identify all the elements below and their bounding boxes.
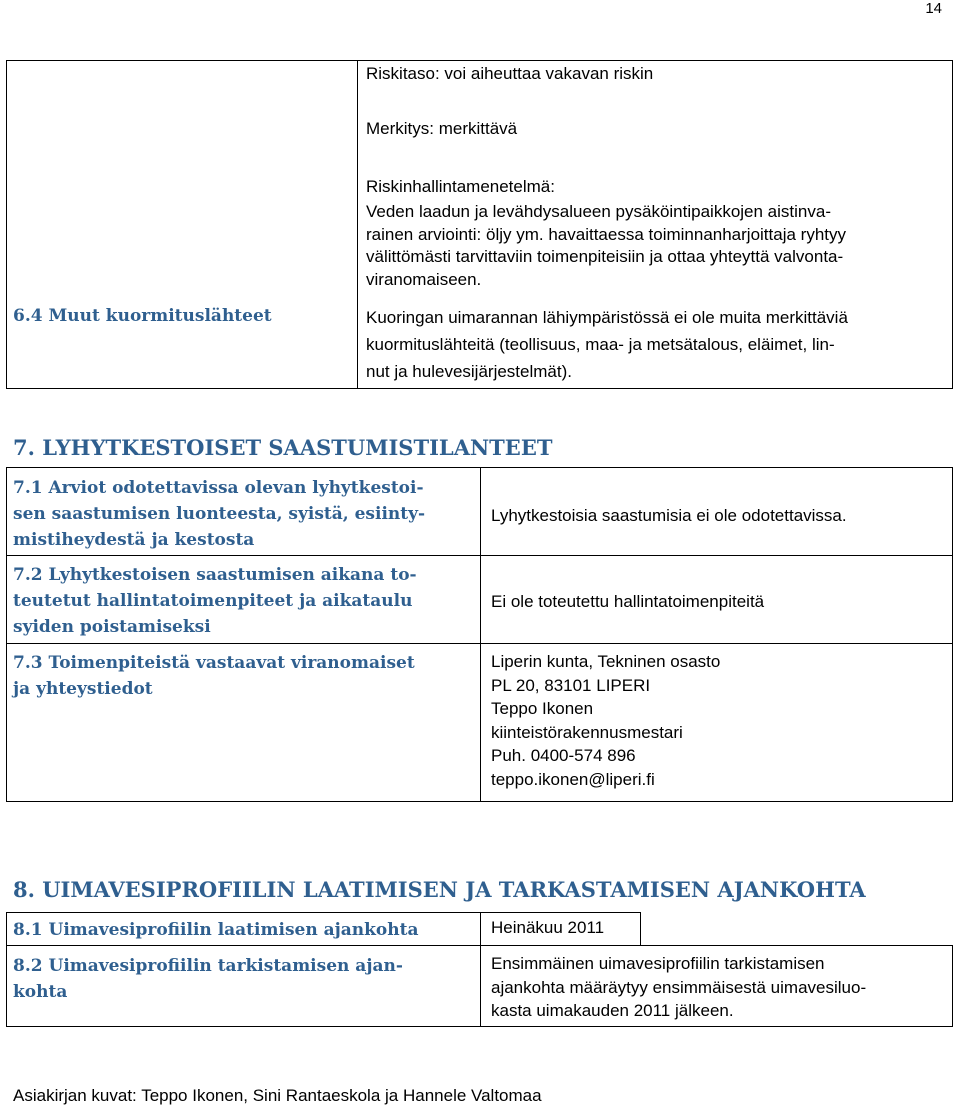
heading-line: 8.2 Uimavesiprofiilin tarkistamisen ajan- — [13, 956, 403, 976]
risk-management-line: välittömästi tarvittaviin toimenpiteisiin ja ottaa yhteyttä valvonta- — [366, 247, 844, 266]
heading-line: sen saastumisen luonteesta, syistä, esiinty- — [13, 504, 426, 524]
heading-line: 7.2 Lyhytkestoisen saastumisen aikana to- — [13, 565, 417, 585]
heading-line: mistiheydestä ja kestosta — [13, 530, 255, 550]
risk-management-text — [366, 201, 946, 291]
risk-table-divider — [357, 60, 358, 389]
section-8-2-heading — [13, 953, 403, 1005]
risk-management-line: Veden laadun ja levähdysalueen pysäköintipaikkojen aistinva- — [366, 202, 831, 221]
section-8-title: 8. UIMAVESIPROFIILIN LAATIMISEN JA TARKASTAMISEN AJANKOHTA — [13, 877, 866, 902]
risk-management-label: Riskinhallintamenetelmä: — [366, 177, 555, 196]
section-7-3-contact — [491, 650, 720, 791]
section-7-2-value: Ei ole toteutettu hallintatoimenpiteitä — [491, 592, 765, 611]
section-8-1-heading: 8.1 Uimavesiprofiilin laatimisen ajankohta — [13, 920, 419, 940]
table-rule — [6, 912, 640, 913]
risk-management-line: viranomaiseen. — [366, 269, 482, 289]
section-6-4-text — [366, 304, 946, 385]
table-rule — [6, 801, 953, 802]
table-rule — [952, 945, 953, 1026]
section-7-1-heading — [13, 475, 425, 553]
table-rule — [6, 1026, 953, 1027]
table-rule — [480, 912, 481, 1026]
contact-line: Puh. 0400-574 896 — [491, 746, 636, 765]
contact-line: PL 20, 83101 LIPERI — [491, 675, 651, 695]
table-rule — [6, 467, 7, 801]
section-7-2-heading — [13, 562, 417, 640]
heading-line: teutetut hallintatoimenpiteet ja aikataulu — [13, 591, 413, 611]
table-rule — [952, 467, 953, 801]
section-7-title: 7. LYHYTKESTOISET SAASTUMISTILANTEET — [13, 435, 553, 460]
section-8-2-value — [491, 952, 941, 1023]
contact-line: Teppo Ikonen — [491, 699, 594, 718]
heading-line: syiden poistamiseksi — [13, 617, 211, 637]
heading-line: 7.3 Toimenpiteistä vastaavat viranomaiset — [13, 653, 415, 673]
value-line: Ensimmäinen uimavesiprofiilin tarkistamisen — [491, 954, 825, 973]
section-6-4-line: nut ja hulevesijärjestelmät). — [366, 362, 572, 381]
table-rule — [480, 467, 481, 801]
risk-level: Riskitaso: voi aiheuttaa vakavan riskin — [366, 64, 654, 83]
contact-line: kiinteistörakennusmestari — [491, 722, 683, 742]
image-credits: Asiakirjan kuvat: Teppo Ikonen, Sini Rantaeskola ja Hannele Valtomaa — [13, 1086, 542, 1105]
heading-line: ja yhteystiedot — [13, 679, 153, 699]
contact-line: Liperin kunta, Tekninen osasto — [491, 652, 721, 671]
significance: Merkitys: merkittävä — [366, 119, 518, 138]
section-7-1-value: Lyhytkestoisia saastumisia ei ole odotettavissa. — [491, 506, 847, 525]
section-6-4-line: Kuoringan uimarannan lähiympäristössä ei ole muita merkittäviä — [366, 308, 848, 327]
page-number: 14 — [925, 0, 942, 17]
section-6-4-heading: 6.4 Muut kuormituslähteet — [13, 306, 272, 326]
value-line: ajankohta määräytyy ensimmäisestä uimavesiluo- — [491, 977, 867, 997]
contact-email: teppo.ikonen@liperi.fi — [491, 769, 655, 789]
table-rule — [640, 912, 641, 945]
table-rule — [6, 912, 7, 1026]
section-6-4-line: kuormituslähteitä (teollisuus, maa- ja metsätalous, eläimet, lin- — [366, 335, 835, 354]
section-7-3-heading — [13, 650, 415, 702]
heading-line: 7.1 Arviot odotettavissa olevan lyhytkestoi- — [13, 478, 424, 498]
value-line: kasta uimakauden 2011 jälkeen. — [491, 1001, 734, 1020]
risk-management-line: rainen arviointi: öljy ym. havaittaessa toiminnanharjoittaja ryhtyy — [366, 224, 847, 244]
heading-line: kohta — [13, 982, 68, 1002]
section-8-1-value: Heinäkuu 2011 — [491, 918, 605, 937]
